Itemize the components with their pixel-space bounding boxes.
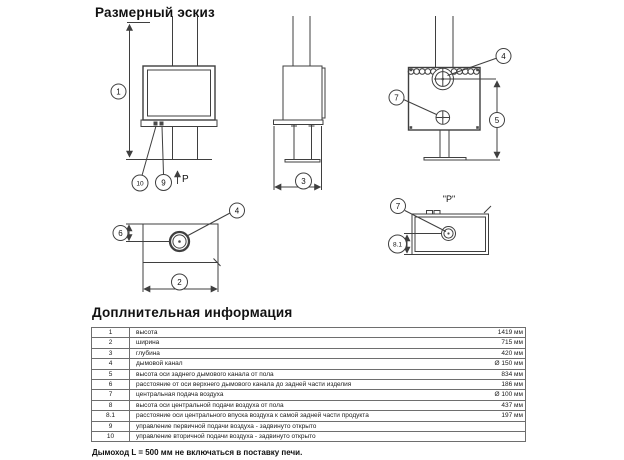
stove-base-strip [141, 120, 217, 127]
footnote: Дымоход L = 500 мм не включаться в поставку печи. [92, 448, 303, 457]
balloon-1 [111, 84, 126, 99]
table-row [92, 411, 526, 421]
p-view-title: "P" [442, 194, 456, 204]
table-row [92, 338, 526, 348]
table-row [92, 328, 526, 338]
row-value: 834 мм [501, 370, 523, 378]
svg-text:10: 10 [136, 180, 144, 188]
svg-text:6: 6 [118, 228, 123, 238]
table-row [92, 359, 526, 369]
p-view [389, 194, 492, 255]
stove-side-body [283, 66, 322, 120]
leader-10 [142, 126, 156, 176]
row-value: 186 мм [501, 381, 523, 389]
front-view [111, 16, 217, 191]
row-number: 9 [92, 421, 130, 431]
rear-view [389, 16, 511, 160]
row-number: 8 [92, 400, 130, 410]
corner-tick [484, 206, 491, 213]
row-number: 3 [92, 348, 130, 358]
row-description: высота оси центральной подачи воздуха от пола [136, 401, 284, 409]
rear-shield-edge [322, 68, 325, 118]
row-description: дымовой канал [136, 360, 183, 368]
svg-text:9: 9 [161, 178, 166, 188]
secondary-air-knob [160, 122, 164, 126]
row-value: 197 мм [501, 412, 523, 420]
row-number: 8.1 [92, 411, 130, 421]
bottom-body-inner [415, 217, 486, 252]
top-tab [427, 211, 433, 215]
plan-view [113, 203, 245, 292]
p-arrow-label: P [182, 174, 189, 185]
stove-glass-door [148, 70, 211, 116]
row-value: 1419 мм [497, 329, 523, 336]
balloon-2 [172, 274, 188, 290]
row-value: 420 мм [501, 349, 523, 357]
row-number: 7 [92, 390, 130, 400]
primary-air-knob [154, 122, 158, 126]
row-value: 715 мм [501, 339, 523, 347]
balloon-6 [113, 226, 128, 241]
table-row [92, 380, 526, 390]
row-description: расстояние от оси верхнего дымового канала до задней части изделия [136, 381, 352, 389]
row-value: 437 мм [501, 401, 523, 409]
side-view [274, 16, 326, 190]
info-table-body [92, 328, 526, 442]
row-description: высота [136, 329, 158, 336]
table-row [92, 421, 526, 431]
stove-plan-body [143, 224, 218, 263]
svg-text:4: 4 [501, 51, 506, 61]
info-table [91, 327, 526, 442]
page-title: Размерный эскиз [95, 5, 215, 20]
svg-text:7: 7 [395, 201, 401, 211]
row-description: управление вторичной подачи воздуха - задвинуто открыто [136, 433, 316, 441]
row-number: 6 [92, 380, 130, 390]
balloon-4 [496, 49, 511, 64]
table-row [92, 432, 526, 442]
top-tab [434, 211, 440, 215]
svg-text:5: 5 [494, 115, 500, 125]
row-description: центральная подача воздуха [136, 391, 224, 399]
table-row [92, 369, 526, 379]
section-title: Доплнительная информация [92, 305, 293, 320]
table-row [92, 348, 526, 358]
balloon-8-1 [389, 235, 407, 253]
balloon-5 [490, 113, 505, 128]
balloon-7-bottom [391, 199, 406, 214]
svg-text:7: 7 [394, 93, 399, 103]
row-number: 2 [92, 338, 130, 348]
balloon-4-plan [230, 203, 245, 218]
row-number: 10 [92, 432, 130, 442]
base-plate [285, 160, 320, 163]
row-description: расстояние оси центрального впуска воздуха к самой задней части продукта [136, 412, 369, 420]
row-description: ширина [136, 339, 160, 347]
svg-text:2: 2 [177, 277, 182, 287]
base-plate [424, 158, 466, 161]
table-row [92, 400, 526, 410]
leader-9 [162, 126, 164, 174]
row-description: глубина [136, 349, 160, 357]
table-row [92, 390, 526, 400]
stove-front-body [143, 66, 215, 120]
leader-4 [448, 58, 498, 76]
svg-text:4: 4 [234, 206, 240, 216]
balloon-10 [132, 175, 148, 191]
row-description: управление первичной подачи воздуха - задвинуто открыто [136, 422, 317, 430]
base-strip [274, 120, 324, 125]
balloon-7 [389, 90, 404, 105]
row-number: 5 [92, 369, 130, 379]
svg-text:8.1: 8.1 [392, 241, 403, 249]
row-value: Ø 150 мм [494, 360, 523, 368]
balloon-9 [156, 175, 172, 191]
balloon-3 [296, 173, 312, 189]
row-number: 1 [92, 328, 130, 338]
row-description: высота оси заднего дымового канала от пола [136, 370, 274, 378]
row-number: 4 [92, 359, 130, 369]
row-value: Ø 100 мм [494, 391, 523, 399]
svg-text:1: 1 [116, 87, 121, 97]
svg-text:3: 3 [301, 176, 306, 186]
